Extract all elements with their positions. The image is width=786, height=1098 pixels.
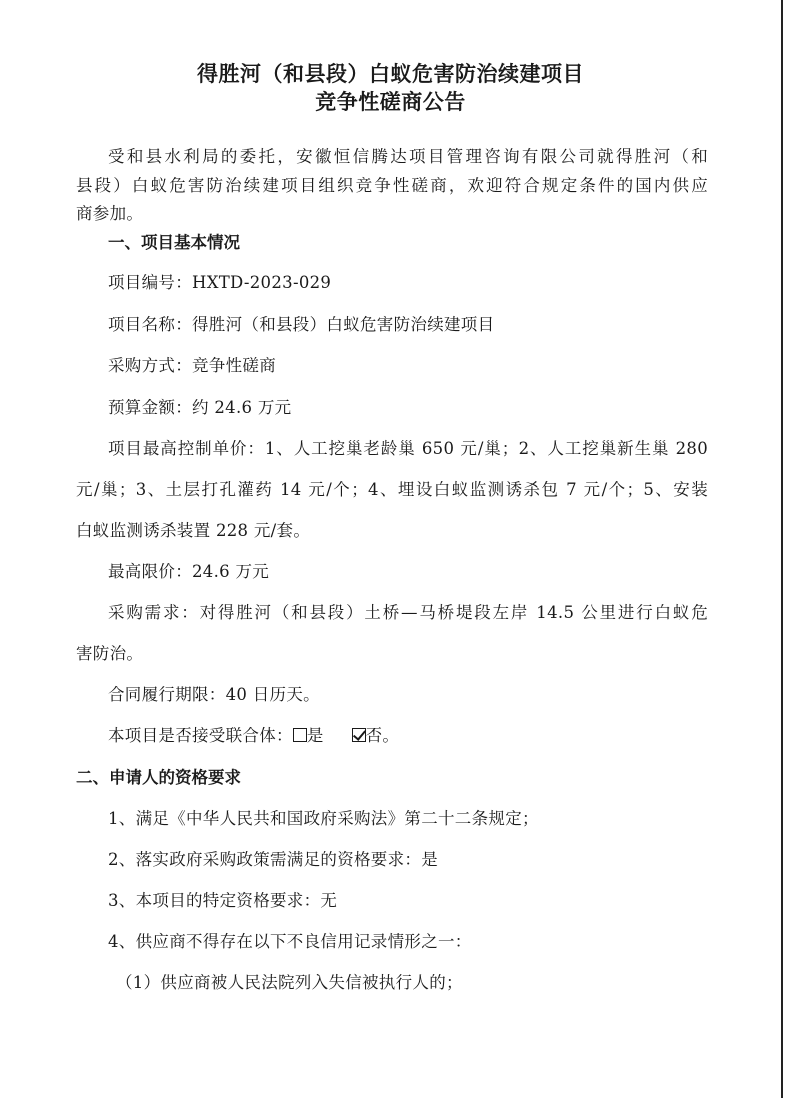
intro-line-2: 县段）白蚁危害防治续建项目组织竞争性磋商，欢迎符合规定条件的国内供应 [76, 176, 708, 195]
qualification-item-4: 4、供应商不得存在以下不良信用记录情形之一： [108, 932, 472, 951]
title-line-2: 竞争性磋商公告 [315, 90, 466, 114]
qualification-item-2: 2、落实政府采购政策需满足的资格要求：是 [108, 850, 438, 869]
qualification-item-3: 3、本项目的特定资格要求：无 [108, 891, 338, 910]
consortium-row [108, 722, 399, 746]
project-name: 项目名称：得胜河（和县段）白蚁危害防治续建项目 [108, 315, 495, 334]
unit-price-line-2: 元/巢；3、土层打孔灌药 14 元/个；4、埋设白蚁监测诱杀包 7 元/个；5、安装 [76, 480, 708, 499]
contract-period: 合同履行期限：40 日历天。 [108, 685, 320, 704]
consortium-yes-label: 是 [306, 726, 324, 745]
section2-heading: 二、申请人的资格要求 [76, 768, 241, 787]
max-limit: 最高限价：24.6 万元 [108, 562, 270, 581]
project-number: 项目编号：HXTD-2023-029 [108, 273, 332, 292]
page-edge-divider [781, 0, 783, 1098]
consortium-no-checkbox[interactable] [352, 728, 366, 742]
consortium-no-label: 否。 [365, 726, 400, 745]
demand-line-2: 害防治。 [76, 644, 144, 663]
section1-heading: 一、项目基本情况 [108, 233, 240, 252]
consortium-label: 本项目是否接受联合体： [108, 726, 293, 745]
budget-amount: 预算金额：约 24.6 万元 [108, 398, 292, 417]
consortium-yes-checkbox[interactable] [293, 728, 307, 742]
unit-price-line-1: 项目最高控制单价：1、人工挖巢老龄巢 650 元/巢；2、人工挖巢新生巢 280 [108, 439, 708, 458]
intro-line-1: 受和县水利局的委托，安徽恒信腾达项目管理咨询有限公司就得胜河（和 [108, 147, 708, 166]
unit-price-line-3: 白蚁监测诱杀装置 228 元/套。 [76, 521, 311, 540]
qualification-item-1: 1、满足《中华人民共和国政府采购法》第二十二条规定； [108, 809, 539, 828]
demand-line-1: 采购需求：对得胜河（和县段）土桥—马桥堤段左岸 14.5 公里进行白蚁危 [108, 603, 708, 622]
qualification-subitem-1: （1）供应商被人民法院列入失信被执行人的； [116, 973, 463, 992]
intro-line-3: 商参加。 [76, 204, 144, 223]
title-line-1: 得胜河（和县段）白蚁危害防治续建项目 [197, 62, 584, 86]
procurement-method: 采购方式：竞争性磋商 [108, 356, 276, 375]
